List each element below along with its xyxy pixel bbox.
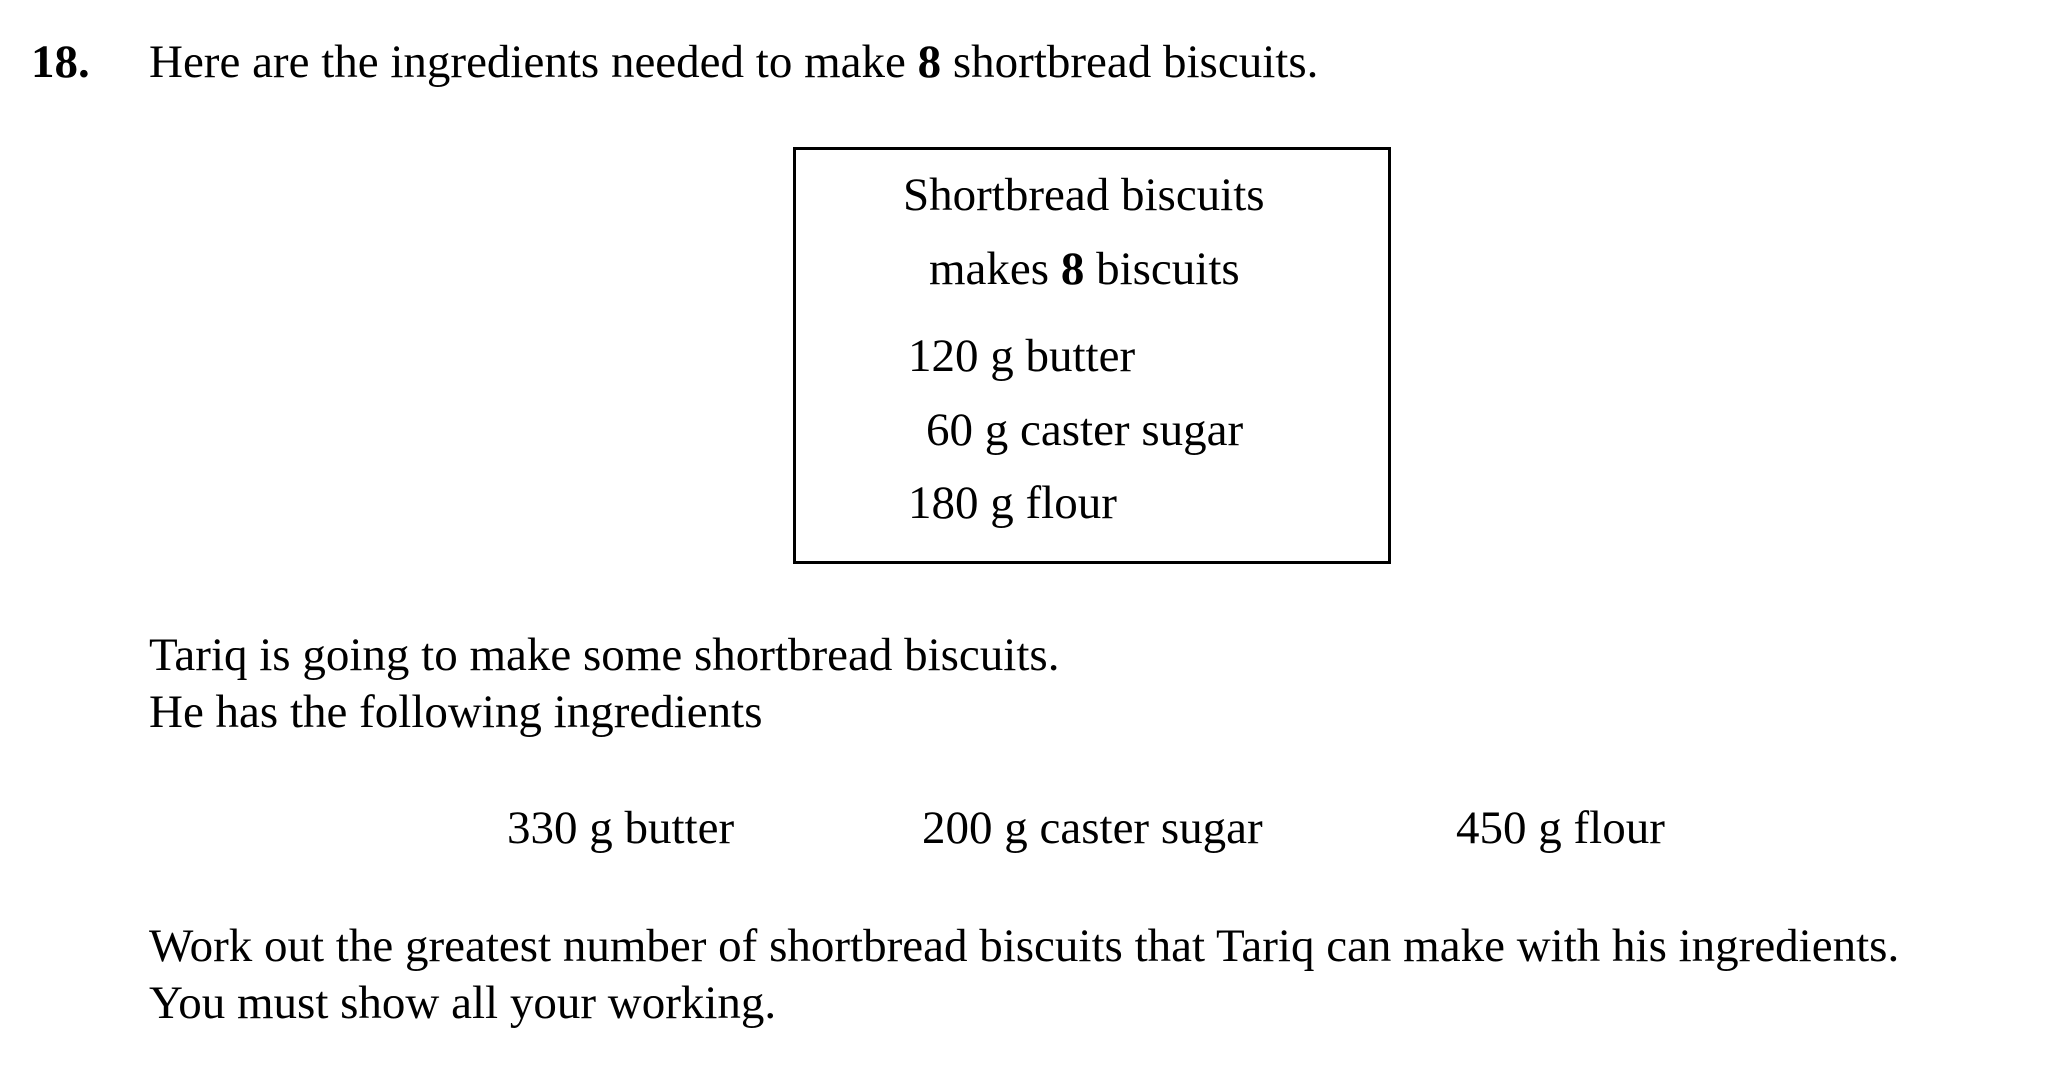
task-line-2: You must show all your working. [149,977,777,1029]
task-line-1: Work out the greatest number of shortbread biscuits that Tariq can make with his ingredients. [149,920,1900,972]
question-intro [149,33,1318,91]
recipe-ingredient-butter: 120 g butter [908,330,1136,382]
recipe-ingredient-flour: 180 g flour [908,477,1117,529]
available-caster-sugar: 200 g caster sugar [922,802,1263,854]
question-number: 18. [31,36,90,88]
available-flour: 450 g flour [1456,802,1665,854]
recipe-title: Shortbread biscuits [903,169,1265,221]
recipe-yield-start: makes [929,243,1061,295]
question-intro-end: shortbread biscuits. [941,36,1319,88]
question-intro-start: Here are the ingredients needed to make [149,36,918,88]
recipe-ingredient-caster-sugar: 60 g caster sugar [926,404,1244,456]
recipe-yield-end: biscuits [1084,243,1240,295]
recipe-yield [929,240,1240,298]
recipe-yield-quantity: 8 [1060,243,1085,295]
question-intro-quantity: 8 [917,36,942,88]
available-butter: 330 g butter [507,802,735,854]
recipe-box [793,147,1391,564]
scenario-line-2: He has the following ingredients [149,686,763,738]
scenario-line-1: Tariq is going to make some shortbread biscuits. [149,629,1060,681]
